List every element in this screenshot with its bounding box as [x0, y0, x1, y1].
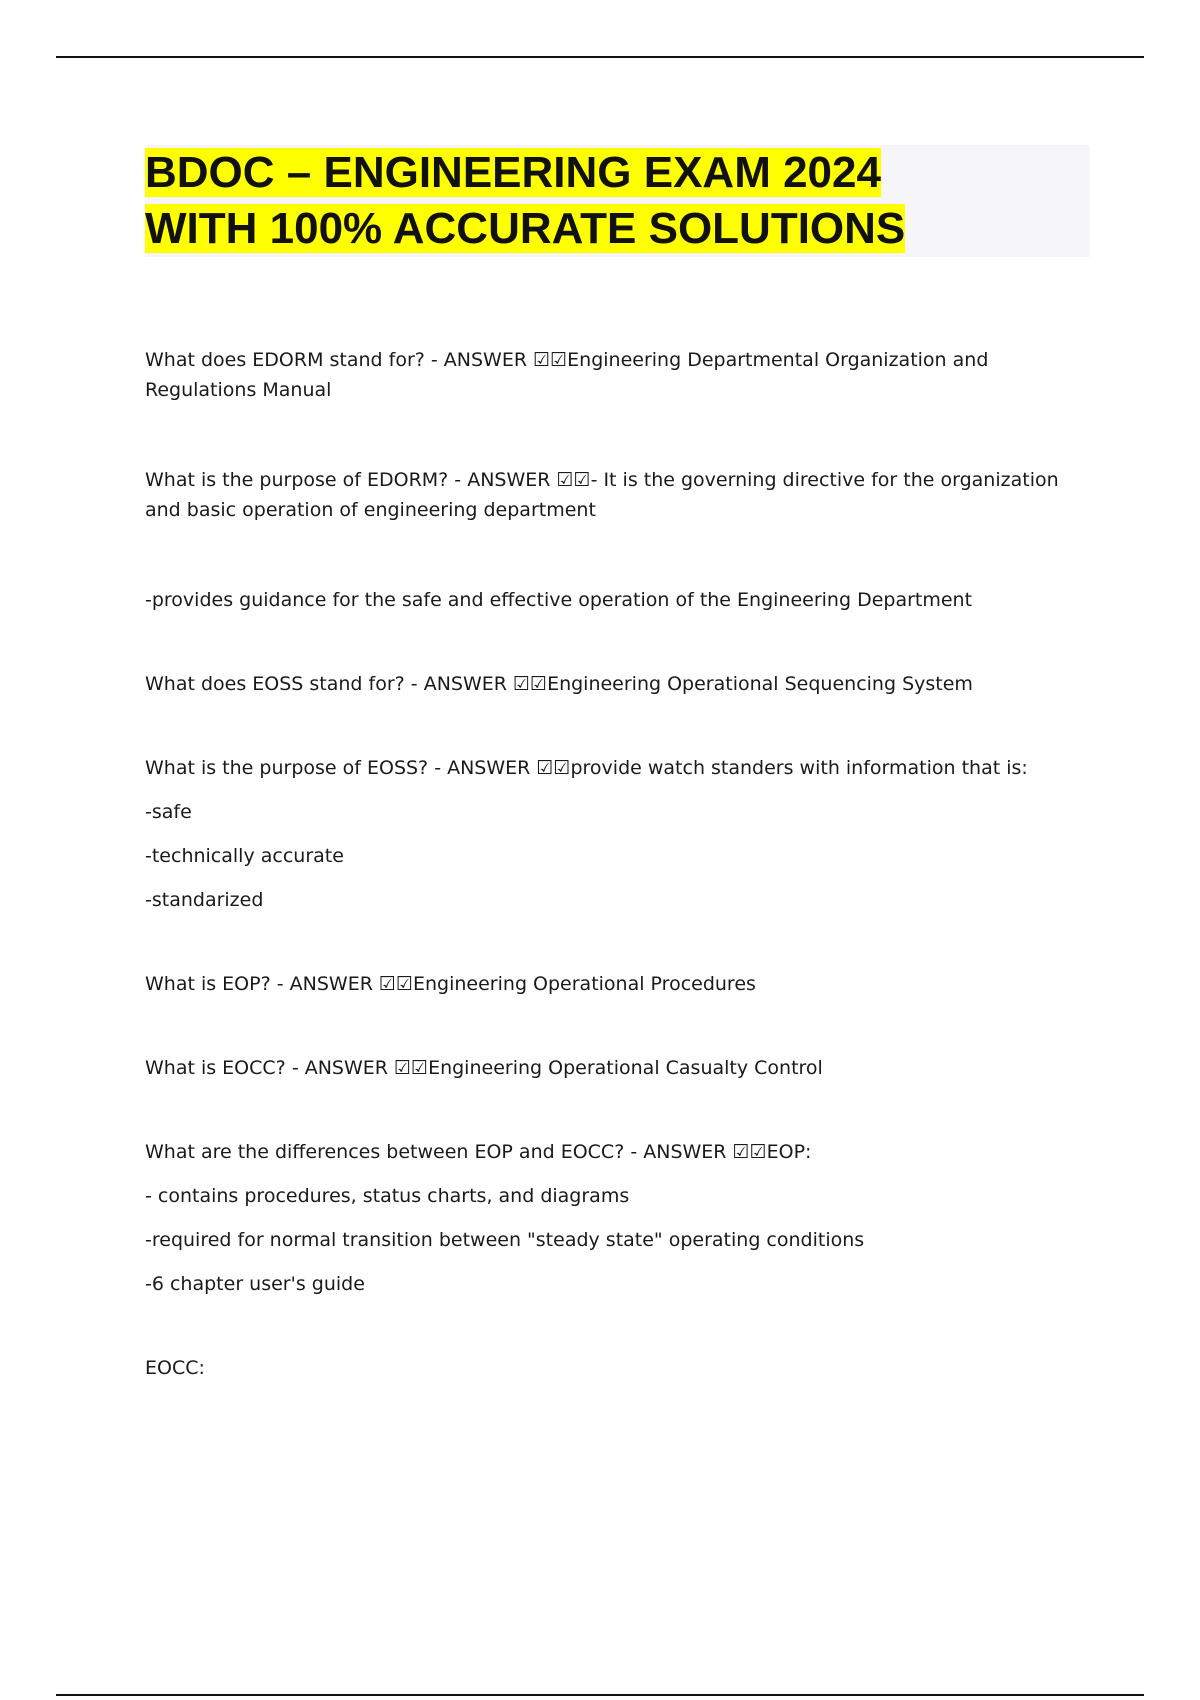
answer-text: Engineering Operational Casualty Control	[428, 1057, 823, 1079]
answer-bullet: -technically accurate	[145, 845, 344, 867]
question-text: What is the purpose of EDORM?	[145, 469, 449, 491]
answer-bullet: -standarized	[145, 889, 264, 911]
question-text: What are the differences between EOP and EOCC?	[145, 1141, 625, 1163]
answer-marker: - ANSWER ☑☑	[291, 1057, 429, 1079]
extra-line: EOCC:	[145, 1357, 205, 1379]
qa-item	[145, 1053, 1075, 1083]
bottom-rule	[56, 1694, 1144, 1696]
question-text: What is EOCC?	[145, 1057, 286, 1079]
title-line-1: BDOC – ENGINEERING EXAM 2024	[145, 148, 881, 197]
answer-bullet: - contains procedures, status charts, and diagrams	[145, 1185, 630, 1207]
answer-marker: - ANSWER ☑☑	[434, 757, 571, 779]
question-text: What is EOP?	[145, 973, 271, 995]
question-text: What does EOSS stand for?	[145, 673, 405, 695]
answer-marker: - ANSWER ☑☑	[276, 973, 413, 995]
title-line-2: WITH 100% ACCURATE SOLUTIONS	[145, 204, 906, 253]
answer-bullet: -safe	[145, 801, 192, 823]
question-text: What is the purpose of EOSS?	[145, 757, 429, 779]
extra-line: -provides guidance for the safe and effective operation of the Engineering Department	[145, 589, 973, 611]
answer-marker: - ANSWER ☑☑	[454, 469, 591, 491]
qa-item	[145, 465, 1075, 525]
document-title	[145, 145, 1090, 257]
qa-item	[145, 969, 1075, 999]
answer-text: provide watch standers with information that is:	[570, 757, 1028, 779]
answer-bullet: -6 chapter user's guide	[145, 1273, 365, 1295]
qa-item	[145, 753, 1075, 783]
top-rule	[56, 56, 1144, 58]
answer-text: EOP:	[766, 1141, 812, 1163]
title-block	[145, 145, 1090, 257]
answer-text: Engineering Operational Procedures	[413, 973, 756, 995]
answer-marker: - ANSWER ☑☑	[430, 349, 568, 371]
qa-item	[145, 345, 1075, 405]
qa-item	[145, 669, 1075, 699]
answer-marker: - ANSWER ☑☑	[410, 673, 548, 695]
answer-text: Engineering Departmental Organization and Regulations Manual	[145, 349, 989, 401]
answer-text: Engineering Operational Sequencing System	[547, 673, 973, 695]
document-body	[145, 345, 1075, 1383]
answer-marker: - ANSWER ☑☑	[630, 1141, 767, 1163]
question-text: What does EDORM stand for?	[145, 349, 425, 371]
qa-item	[145, 1137, 1075, 1167]
answer-text: - It is the governing directive for the organization and basic operation of engineering department	[145, 469, 1059, 521]
answer-bullet: -required for normal transition between "steady state" operating conditions	[145, 1229, 865, 1251]
